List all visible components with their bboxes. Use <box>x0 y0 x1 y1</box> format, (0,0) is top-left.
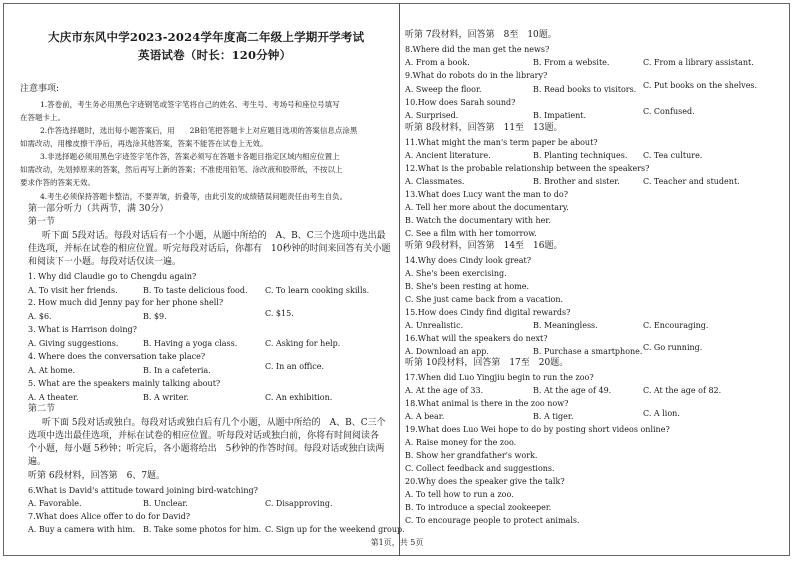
option-a: A. She's been exercising. <box>405 269 507 278</box>
notice-line: 如需改动，用橡皮擦干净后，再选涂其他答案，答案不能答在试卷上无效。 <box>20 139 268 148</box>
question-19: 19.What does Luo Wei hope to do by posting short videos online? <box>405 425 670 434</box>
option-a: A. At home. <box>28 366 76 375</box>
notice-line: 如需改动，先划掉原来的答案，然后再写上新的答案；不准使用铅笔、涂改液和胶带纸，不按以上 <box>20 165 343 174</box>
option-b: B. Show her grandfather's work. <box>405 451 538 460</box>
option-b: B. Read books to visitors. <box>533 85 637 94</box>
question-6: 6.What is David's attitude toward joining bird-watching? <box>28 486 258 495</box>
notice-line: 1.答卷前，考生务必用黑色字迹钢笔或签字笔将自己的姓名、考生号、考场号和座位号填写 <box>40 100 340 109</box>
option-b: B. Take some photos for him. <box>143 525 262 534</box>
column-divider <box>399 3 400 556</box>
notice-line: 2.作答选择题时，选出每小题答案后，用 2B铅笔把答题卡上对应题目选项的答案信息点涂黑 <box>40 126 358 135</box>
section-2-heading: 第二节 <box>28 404 56 414</box>
question-16: 16.What will the speakers do next? <box>405 334 548 343</box>
option-c: C. A lion. <box>643 409 680 418</box>
option-a: A. To tell how to run a zoo. <box>405 490 514 499</box>
question-2: 2. How much did Jenny pay for her phone shell? <box>28 298 224 307</box>
option-c: C. $15. <box>265 309 294 318</box>
question-20: 20.Why does the speaker give the talk? <box>405 477 565 486</box>
option-b: B. To taste delicious food. <box>143 286 248 295</box>
option-c: C. Put books on the shelves. <box>643 81 758 90</box>
option-b: B. Unclear. <box>143 499 188 508</box>
option-a: A. Buy a camera with him. <box>28 525 136 534</box>
exam-subtitle: 英语试卷（时长：120分钟） <box>138 48 292 62</box>
option-b: B. At the age of 49. <box>533 386 612 395</box>
option-a: A. At the age of 33. <box>405 386 484 395</box>
part1-heading: 第一部分听力（共两节，满 30分） <box>28 204 169 214</box>
material-6-label: 听第 6段材料，回答第 6、7题。 <box>28 471 166 481</box>
section-1-heading: 第一节 <box>28 217 56 227</box>
material-9-label: 听第 9段材料，回答第 14至 16题。 <box>405 241 563 251</box>
option-b: B. Watch the documentary with her. <box>405 216 551 225</box>
option-b: B. She's been resting at home. <box>405 282 530 291</box>
section-2-instructions: 个小题，每小题 5秒钟；听完后，各小题将给出 5秒钟的作答时间。每段对话或独白读两 <box>28 444 385 454</box>
option-a: A. Classmates. <box>405 177 465 186</box>
option-a: A. From a book. <box>405 58 470 67</box>
option-a: A. $6. <box>28 312 52 321</box>
notice-line: 在答题卡上。 <box>20 113 65 122</box>
option-c: C. She just came back from a vacation. <box>405 295 564 304</box>
section-1-instructions: 佳选项，并标在试卷的相应位置。听完每段对话后，你都有 10秒钟的时间来回答有关小题 <box>28 244 391 254</box>
material-10-label: 听第 10段材料，回答第 17至 20题。 <box>405 358 569 368</box>
question-18: 18.What animal is there in the zoo now? <box>405 399 569 408</box>
option-b: B. A writer. <box>143 393 189 402</box>
option-a: A. Tell her more about the documentary. <box>405 203 569 212</box>
section-2-instructions: 选项中选出最佳选项，并标在试卷的相应位置。听每段对话或独白前，你将有时间阅读各 <box>28 431 380 441</box>
option-b: B. Planting techniques. <box>533 151 628 160</box>
exam-title: 大庆市东风中学2023-2024学年度高二年级上学期开学考试 <box>48 30 365 44</box>
option-c: C. Teacher and student. <box>643 177 740 186</box>
option-c: C. Asking for help. <box>265 339 341 348</box>
option-c: C. Sign up for the weekend group. <box>265 525 405 534</box>
option-b: B. In a cafeteria. <box>143 366 211 375</box>
option-c: C. Encouraging. <box>643 321 709 330</box>
option-c: C. In an office. <box>265 362 325 371</box>
question-9: 9.What do robots do in the library? <box>405 71 548 80</box>
page-footer: 第1页，共 5页 <box>370 538 424 547</box>
option-b: B. $9. <box>143 312 167 321</box>
option-c: C. To learn cooking skills. <box>265 286 370 295</box>
option-b: B. A tiger. <box>533 412 574 421</box>
material-8-label: 听第 8段材料，回答第 11至 13题。 <box>405 123 563 133</box>
question-5: 5. What are the speakers mainly talking about? <box>28 379 221 388</box>
notice-line: 3.非选择题必须用黑色字迹签字笔作答，答案必须写在答题卡各题目指定区域内相应位置上 <box>40 152 340 161</box>
question-14: 14.Why does Cindy look great? <box>405 256 532 265</box>
section-1-instructions: 听下面 5段对话。每段对话后有一个小题，从题中所给的 A、B、C三个选项中选出最 <box>42 231 386 241</box>
question-12: 12.What is the probable relationship between the speakers? <box>405 164 650 173</box>
option-b: B. Meaningless. <box>533 321 598 330</box>
option-c: C. At the age of 82. <box>643 386 722 395</box>
option-c: C. Tea culture. <box>643 151 703 160</box>
option-c: C. To encourage people to protect animals. <box>405 516 580 525</box>
option-b: B. Impatient. <box>533 111 587 120</box>
option-a: A. Giving suggestions. <box>28 339 119 348</box>
option-a: A. Surprised. <box>405 111 459 120</box>
question-4: 4. Where does the conversation take place? <box>28 352 206 361</box>
option-a: A. Raise money for the zoo. <box>405 438 517 447</box>
question-13: 13.What does Lucy want the man to do? <box>405 190 568 199</box>
question-15: 15.How does Cindy find digital rewards? <box>405 308 571 317</box>
option-a: A. A bear. <box>405 412 445 421</box>
question-7: 7.What does Alice offer to do for David? <box>28 512 190 521</box>
option-a: A. Ancient literature. <box>405 151 491 160</box>
question-17: 17.When did Luo Yingjiu begin to run the zoo? <box>405 373 594 382</box>
option-c: C. Collect feedback and suggestions. <box>405 464 555 473</box>
question-1: 1. Why did Claudie go to Chengdu again? <box>28 272 197 281</box>
option-c: C. An exhibition. <box>265 393 333 402</box>
section-2-instructions: 遍。 <box>28 457 47 467</box>
option-b: B. Purchase a smartphone. <box>533 347 643 356</box>
option-c: C. Confused. <box>643 107 695 116</box>
option-c: C. See a film with her tomorrow. <box>405 229 537 238</box>
question-8: 8.Where did the man get the news? <box>405 45 550 54</box>
option-a: A. A theater. <box>28 393 79 402</box>
section-1-instructions: 和阅读下一小题。每段对话仅读一遍。 <box>28 257 182 267</box>
option-b: B. To introduce a special zookeeper. <box>405 503 552 512</box>
notice-heading: 注意事项: <box>20 84 60 94</box>
section-2-instructions: 听下面 5段对话或独白。每段对话或独白后有几个小题，从题中所给的 A、B、C三个 <box>42 418 386 428</box>
option-c: C. From a library assistant. <box>643 58 754 67</box>
option-a: A. Favorable. <box>28 499 82 508</box>
material-7-label: 听第 7段材料，回答第 8至 10题。 <box>405 30 557 40</box>
option-a: A. Download an app. <box>405 347 489 356</box>
question-10: 10.How does Sarah sound? <box>405 98 516 107</box>
option-c: C. Disapproving. <box>265 499 333 508</box>
option-a: A. Unrealistic. <box>405 321 464 330</box>
question-11: 11.What might the man's term paper be about? <box>405 138 598 147</box>
option-a: A. To visit her friends. <box>28 286 118 295</box>
notice-line: 4.考生必须保持答题卡整洁，不要弄皱，折叠等，由此引发的成绩错误问题责任由考生自负。 <box>40 192 348 201</box>
option-a: A. Sweep the floor. <box>405 85 482 94</box>
option-b: B. From a website. <box>533 58 610 67</box>
option-b: B. Having a yoga class. <box>143 339 238 348</box>
option-b: B. Brother and sister. <box>533 177 620 186</box>
notice-line: 要求作答的答案无效。 <box>20 178 95 187</box>
question-3: 3. What is Harrison doing? <box>28 325 137 334</box>
option-c: C. Go running. <box>643 343 703 352</box>
